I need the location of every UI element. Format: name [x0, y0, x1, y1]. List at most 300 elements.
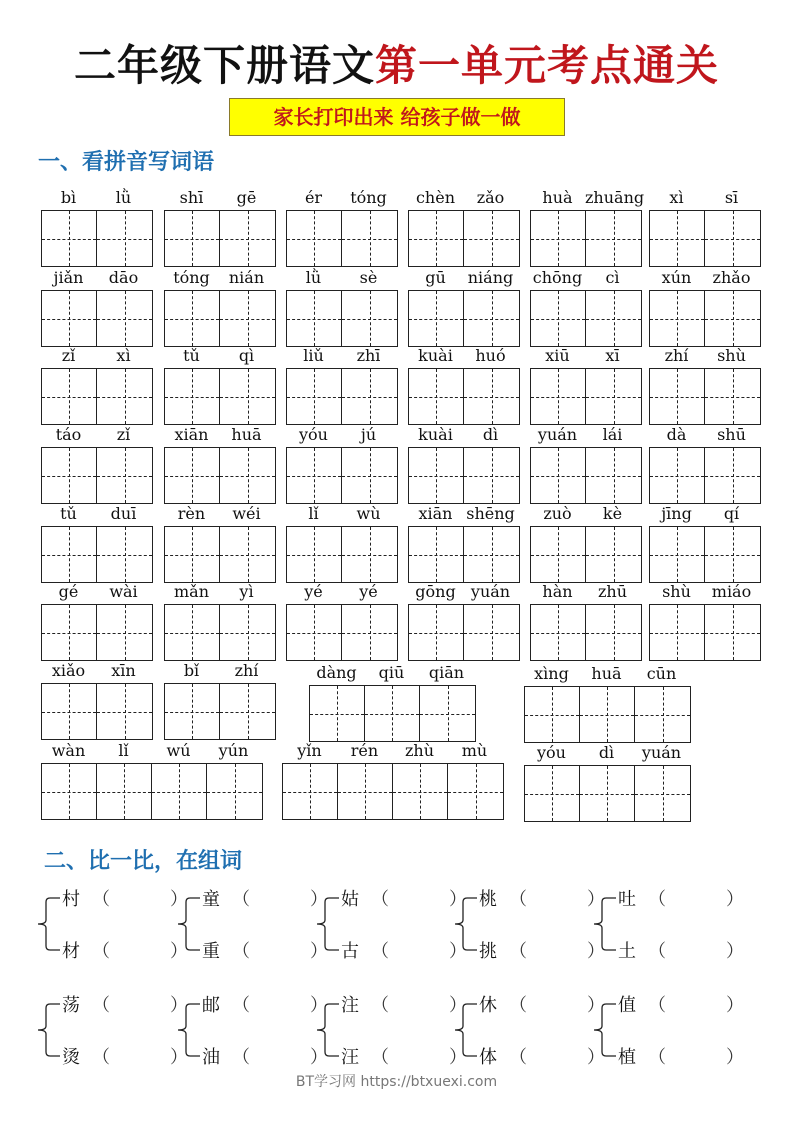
brace-icon: [36, 894, 60, 954]
writing-cell[interactable]: [220, 605, 275, 660]
pinyin-syllable: shū: [717, 425, 746, 444]
word-box: [530, 346, 642, 425]
word-box: [530, 425, 642, 504]
writing-cell[interactable]: [287, 369, 342, 424]
writing-cell[interactable]: [650, 527, 705, 582]
pinyin-syllable: dì: [482, 425, 499, 444]
pinyin-syllable: zhí: [234, 661, 259, 680]
writing-cell[interactable]: [586, 527, 641, 582]
writing-cell[interactable]: [525, 687, 580, 742]
word-box: [649, 582, 761, 661]
pinyin-syllable: ér: [304, 188, 323, 207]
pinyin-label: [649, 188, 759, 208]
pinyin-label: [164, 425, 274, 445]
writing-cell[interactable]: [531, 605, 586, 660]
pinyin-syllable: lái: [602, 425, 623, 444]
pair-top-line: [341, 992, 467, 1016]
word-box: [286, 582, 398, 661]
char-bottom: 汪: [341, 1047, 359, 1068]
writing-cell[interactable]: [165, 211, 220, 266]
writing-cell[interactable]: [220, 448, 275, 503]
writing-cell[interactable]: [283, 764, 338, 819]
brace-icon: [176, 1000, 200, 1060]
pair-top-line: [62, 886, 188, 910]
pair-top-line: [618, 886, 744, 910]
pinyin-label: [530, 188, 645, 208]
paren-left: （: [232, 1047, 250, 1068]
brace-icon: [315, 894, 339, 954]
writing-cell[interactable]: [586, 448, 641, 503]
paren-left: （: [509, 1047, 527, 1068]
writing-cell[interactable]: [42, 291, 97, 346]
writing-cell[interactable]: [97, 527, 152, 582]
pair-bottom-line: [479, 938, 605, 962]
pinyin-label: [41, 582, 151, 602]
compare-pair: [315, 992, 467, 1072]
pinyin-syllable: jīng: [661, 504, 692, 523]
writing-cell[interactable]: [525, 766, 580, 821]
pinyin-syllable: dāo: [108, 268, 139, 287]
tianzige-cells: [649, 447, 761, 504]
char-top: 童: [202, 889, 220, 910]
compare-pair: [176, 886, 328, 966]
writing-cell[interactable]: [220, 369, 275, 424]
writing-cell[interactable]: [165, 684, 220, 739]
pinyin-syllable: qiān: [428, 663, 465, 682]
writing-cell[interactable]: [97, 605, 152, 660]
pinyin-label: [408, 582, 518, 602]
pinyin-syllable: xìng: [534, 664, 569, 683]
pinyin-syllable: qiū: [378, 663, 405, 682]
pinyin-syllable: sè: [359, 268, 378, 287]
writing-cell[interactable]: [42, 448, 97, 503]
pinyin-label: [41, 346, 151, 366]
writing-cell[interactable]: [531, 211, 586, 266]
pinyin-syllable: dì: [598, 743, 615, 762]
paren-left: （: [509, 889, 527, 910]
writing-cell[interactable]: [97, 369, 152, 424]
pinyin-label: [41, 661, 151, 681]
paren-right: ）: [310, 941, 328, 962]
pinyin-label: [524, 743, 689, 763]
pinyin-syllable: xiū: [545, 346, 570, 365]
writing-cell[interactable]: [531, 527, 586, 582]
pinyin-syllable: zǐ: [61, 346, 76, 365]
writing-cell[interactable]: [342, 605, 397, 660]
pinyin-syllable: yé: [304, 582, 323, 601]
writing-cell[interactable]: [531, 448, 586, 503]
word-box: [649, 504, 761, 583]
pinyin-syllable: mù: [461, 741, 488, 760]
paren-left: （: [371, 995, 389, 1016]
tianzige-cells: [164, 290, 276, 347]
writing-cell[interactable]: [42, 684, 97, 739]
pinyin-syllable: yún: [218, 741, 249, 760]
tianzige-cells: [286, 290, 398, 347]
section2-heading: 二、比一比，在组词: [44, 849, 243, 874]
tianzige-cells: [282, 763, 504, 820]
paren-left: （: [232, 889, 250, 910]
writing-cell[interactable]: [338, 764, 393, 819]
writing-cell[interactable]: [342, 527, 397, 582]
writing-cell[interactable]: [409, 369, 464, 424]
writing-cell[interactable]: [97, 448, 152, 503]
compare-pair: [453, 992, 605, 1072]
pinyin-syllable: zhuāng: [585, 188, 645, 207]
brace-icon: [36, 1000, 60, 1060]
pair-top-line: [479, 992, 605, 1016]
pinyin-syllable: chōng: [532, 268, 583, 287]
writing-cell[interactable]: [42, 605, 97, 660]
paren-left: （: [648, 995, 666, 1016]
word-box: [41, 268, 153, 347]
tianzige-cells: [530, 526, 642, 583]
word-box: [309, 663, 476, 742]
word-box: [286, 188, 398, 267]
pinyin-syllable: xiān: [418, 504, 453, 523]
paren-right: ）: [449, 889, 467, 910]
section1-heading: 一、看拼音写词语: [38, 150, 215, 175]
writing-cell[interactable]: [586, 291, 641, 346]
pinyin-syllable: xún: [661, 268, 692, 287]
paren-right: ）: [587, 995, 605, 1016]
writing-cell[interactable]: [448, 764, 503, 819]
char-bottom: 挑: [479, 941, 497, 962]
pinyin-syllable: huà: [542, 188, 573, 207]
writing-cell[interactable]: [580, 766, 635, 821]
compare-pair: [453, 886, 605, 966]
writing-cell[interactable]: [409, 291, 464, 346]
tianzige-cells: [286, 210, 398, 267]
writing-cell[interactable]: [287, 211, 342, 266]
tianzige-cells: [41, 447, 153, 504]
brace-icon: [176, 894, 200, 954]
writing-cell[interactable]: [287, 448, 342, 503]
word-box: [41, 661, 153, 740]
writing-cell[interactable]: [420, 686, 475, 741]
pinyin-label: [309, 663, 474, 683]
pair-bottom-line: [618, 1044, 744, 1068]
char-top: 桃: [479, 889, 497, 910]
writing-cell[interactable]: [650, 291, 705, 346]
word-box: [408, 188, 520, 267]
paren-right: ）: [310, 995, 328, 1016]
writing-cell[interactable]: [220, 527, 275, 582]
brace-icon: [315, 1000, 339, 1060]
pair-bottom-line: [341, 1044, 467, 1068]
paren-right: ）: [310, 1047, 328, 1068]
writing-cell[interactable]: [531, 369, 586, 424]
writing-cell[interactable]: [464, 605, 519, 660]
paren-right: ）: [587, 941, 605, 962]
writing-cell[interactable]: [531, 291, 586, 346]
tianzige-cells: [530, 447, 642, 504]
pinyin-syllable: lǜ: [115, 188, 132, 207]
tianzige-cells: [309, 685, 476, 742]
pinyin-syllable: xiǎo: [51, 661, 86, 680]
word-box: [286, 504, 398, 583]
pinyin-syllable: lǜ: [305, 268, 322, 287]
brace-icon: [592, 1000, 616, 1060]
pinyin-syllable: zhī: [356, 346, 381, 365]
writing-cell[interactable]: [165, 291, 220, 346]
pair-top-line: [202, 886, 328, 910]
pinyin-syllable: bǐ: [183, 661, 200, 680]
page-title: [0, 38, 793, 94]
writing-cell[interactable]: [409, 605, 464, 660]
pinyin-label: [408, 268, 518, 288]
paren-left: （: [232, 941, 250, 962]
paren-left: （: [371, 941, 389, 962]
pinyin-syllable: zuò: [543, 504, 572, 523]
pinyin-label: [286, 268, 396, 288]
pinyin-syllable: wàn: [51, 741, 86, 760]
pinyin-syllable: yuán: [537, 425, 578, 444]
pinyin-syllable: sī: [724, 188, 739, 207]
pinyin-syllable: dàng: [316, 663, 357, 682]
pinyin-syllable: yǐn: [297, 741, 322, 760]
writing-cell[interactable]: [705, 369, 760, 424]
pinyin-label: [530, 582, 640, 602]
writing-cell[interactable]: [220, 211, 275, 266]
pinyin-syllable: rèn: [177, 504, 206, 523]
pinyin-syllable: xī: [605, 346, 620, 365]
paren-right: ）: [587, 1047, 605, 1068]
word-box: [408, 504, 520, 583]
writing-cell[interactable]: [464, 448, 519, 503]
tianzige-cells: [41, 526, 153, 583]
pinyin-label: [41, 268, 151, 288]
pinyin-label: [164, 661, 274, 681]
pinyin-syllable: kè: [602, 504, 623, 523]
writing-cell[interactable]: [393, 764, 448, 819]
tianzige-cells: [41, 368, 153, 425]
pinyin-syllable: qí: [723, 504, 740, 523]
pinyin-label: [408, 346, 518, 366]
tianzige-cells: [41, 290, 153, 347]
word-box: [41, 741, 263, 820]
pinyin-label: [164, 188, 274, 208]
word-box: [164, 346, 276, 425]
writing-cell[interactable]: [705, 211, 760, 266]
word-box: [164, 268, 276, 347]
writing-cell[interactable]: [586, 605, 641, 660]
writing-cell[interactable]: [287, 527, 342, 582]
pinyin-syllable: wù: [356, 504, 381, 523]
pinyin-syllable: zǐ: [116, 425, 131, 444]
pinyin-label: [530, 268, 640, 288]
writing-cell[interactable]: [705, 605, 760, 660]
title-grade: 二年级下册语文: [73, 41, 375, 90]
tianzige-cells: [408, 210, 520, 267]
writing-cell[interactable]: [165, 369, 220, 424]
word-box: [530, 582, 642, 661]
writing-cell[interactable]: [310, 686, 365, 741]
writing-cell[interactable]: [287, 605, 342, 660]
writing-cell[interactable]: [365, 686, 420, 741]
writing-cell[interactable]: [580, 687, 635, 742]
paren-right: ）: [449, 1047, 467, 1068]
writing-cell[interactable]: [409, 211, 464, 266]
pinyin-syllable: yóu: [537, 743, 566, 762]
paren-left: （: [92, 1047, 110, 1068]
paren-left: （: [648, 1047, 666, 1068]
word-box: [41, 504, 153, 583]
compare-pair: [176, 992, 328, 1072]
pinyin-syllable: zhū: [597, 582, 628, 601]
tianzige-cells: [649, 290, 761, 347]
writing-cell[interactable]: [207, 764, 262, 819]
pinyin-syllable: yóu: [299, 425, 328, 444]
char-top: 注: [341, 995, 359, 1016]
writing-cell[interactable]: [464, 369, 519, 424]
tianzige-cells: [164, 604, 276, 661]
pinyin-syllable: tǔ: [60, 504, 77, 523]
pinyin-syllable: yé: [359, 582, 378, 601]
writing-cell[interactable]: [650, 448, 705, 503]
writing-cell[interactable]: [97, 684, 152, 739]
paren-left: （: [371, 1047, 389, 1068]
writing-cell[interactable]: [650, 211, 705, 266]
writing-cell[interactable]: [287, 291, 342, 346]
writing-cell[interactable]: [409, 527, 464, 582]
pinyin-syllable: yuán: [641, 743, 682, 762]
writing-cell[interactable]: [650, 605, 705, 660]
tianzige-cells: [408, 604, 520, 661]
pinyin-syllable: huā: [591, 664, 622, 683]
writing-cell[interactable]: [464, 527, 519, 582]
writing-cell[interactable]: [97, 211, 152, 266]
writing-cell[interactable]: [165, 527, 220, 582]
writing-cell[interactable]: [165, 605, 220, 660]
word-box: [649, 188, 761, 267]
pinyin-label: [286, 346, 396, 366]
pinyin-syllable: wài: [109, 582, 138, 601]
writing-cell[interactable]: [705, 291, 760, 346]
pair-bottom-line: [618, 938, 744, 962]
tianzige-cells: [41, 604, 153, 661]
writing-cell[interactable]: [342, 211, 397, 266]
pair-top-line: [618, 992, 744, 1016]
pinyin-syllable: shù: [662, 582, 691, 601]
writing-cell[interactable]: [42, 527, 97, 582]
compare-pair: [592, 992, 744, 1072]
pinyin-syllable: bì: [60, 188, 77, 207]
writing-cell[interactable]: [635, 766, 690, 821]
word-box: [530, 504, 642, 583]
tianzige-cells: [164, 447, 276, 504]
writing-cell[interactable]: [705, 448, 760, 503]
word-box: [408, 582, 520, 661]
writing-cell[interactable]: [42, 764, 97, 819]
writing-cell[interactable]: [220, 684, 275, 739]
writing-cell[interactable]: [464, 291, 519, 346]
word-box: [41, 346, 153, 425]
pinyin-label: [164, 346, 274, 366]
paren-left: （: [509, 995, 527, 1016]
writing-cell[interactable]: [165, 448, 220, 503]
brace-icon: [453, 894, 477, 954]
writing-cell[interactable]: [152, 764, 207, 819]
compare-pair: [36, 992, 188, 1072]
watermark: BT学习网 https://btxuexi.com: [295, 1074, 498, 1090]
pinyin-label: [164, 582, 274, 602]
char-top: 吐: [618, 889, 636, 910]
pinyin-syllable: chèn: [415, 188, 456, 207]
paren-right: ）: [310, 889, 328, 910]
word-box: [408, 425, 520, 504]
pinyin-syllable: wú: [166, 741, 191, 760]
pinyin-syllable: cūn: [646, 664, 677, 683]
tianzige-cells: [164, 683, 276, 740]
pair-top-line: [479, 886, 605, 910]
char-bottom: 古: [341, 941, 359, 962]
writing-cell[interactable]: [97, 291, 152, 346]
word-box: [530, 188, 645, 267]
paren-left: （: [92, 889, 110, 910]
tianzige-cells: [524, 686, 691, 743]
tianzige-cells: [530, 290, 642, 347]
writing-cell[interactable]: [42, 369, 97, 424]
word-box: [408, 346, 520, 425]
writing-cell[interactable]: [220, 291, 275, 346]
pinyin-syllable: gū: [425, 268, 446, 287]
writing-cell[interactable]: [650, 369, 705, 424]
brace-icon: [453, 1000, 477, 1060]
pinyin-syllable: huó: [475, 346, 506, 365]
pinyin-syllable: liǔ: [303, 346, 324, 365]
paren-right: ）: [170, 995, 188, 1016]
writing-cell[interactable]: [586, 369, 641, 424]
pinyin-syllable: wéi: [232, 504, 261, 523]
writing-cell[interactable]: [342, 291, 397, 346]
pinyin-label: [41, 504, 151, 524]
pinyin-label: [282, 741, 502, 761]
writing-cell[interactable]: [97, 764, 152, 819]
tianzige-cells: [41, 763, 263, 820]
tianzige-cells: [408, 526, 520, 583]
tianzige-cells: [530, 368, 642, 425]
pinyin-syllable: duī: [110, 504, 137, 523]
writing-cell[interactable]: [464, 211, 519, 266]
writing-cell[interactable]: [342, 369, 397, 424]
pinyin-label: [649, 504, 759, 524]
pair-bottom-line: [202, 1044, 328, 1068]
paren-left: （: [648, 889, 666, 910]
pinyin-syllable: kuài: [418, 425, 453, 444]
writing-cell[interactable]: [42, 211, 97, 266]
writing-cell[interactable]: [409, 448, 464, 503]
writing-cell[interactable]: [342, 448, 397, 503]
pinyin-syllable: xì: [669, 188, 684, 207]
pair-bottom-line: [62, 1044, 188, 1068]
tianzige-cells: [530, 210, 642, 267]
pinyin-syllable: tóng: [350, 188, 387, 207]
writing-cell[interactable]: [705, 527, 760, 582]
pinyin-label: [164, 268, 274, 288]
paren-right: ）: [170, 1047, 188, 1068]
writing-cell[interactable]: [635, 687, 690, 742]
pinyin-syllable: zǎo: [476, 188, 505, 207]
paren-right: ）: [726, 941, 744, 962]
title-unit: 第一单元考点通关: [375, 41, 720, 90]
tianzige-cells: [649, 526, 761, 583]
writing-cell[interactable]: [586, 211, 641, 266]
paren-left: （: [648, 941, 666, 962]
word-box: [408, 268, 520, 347]
pinyin-label: [649, 268, 759, 288]
tianzige-cells: [41, 210, 153, 267]
